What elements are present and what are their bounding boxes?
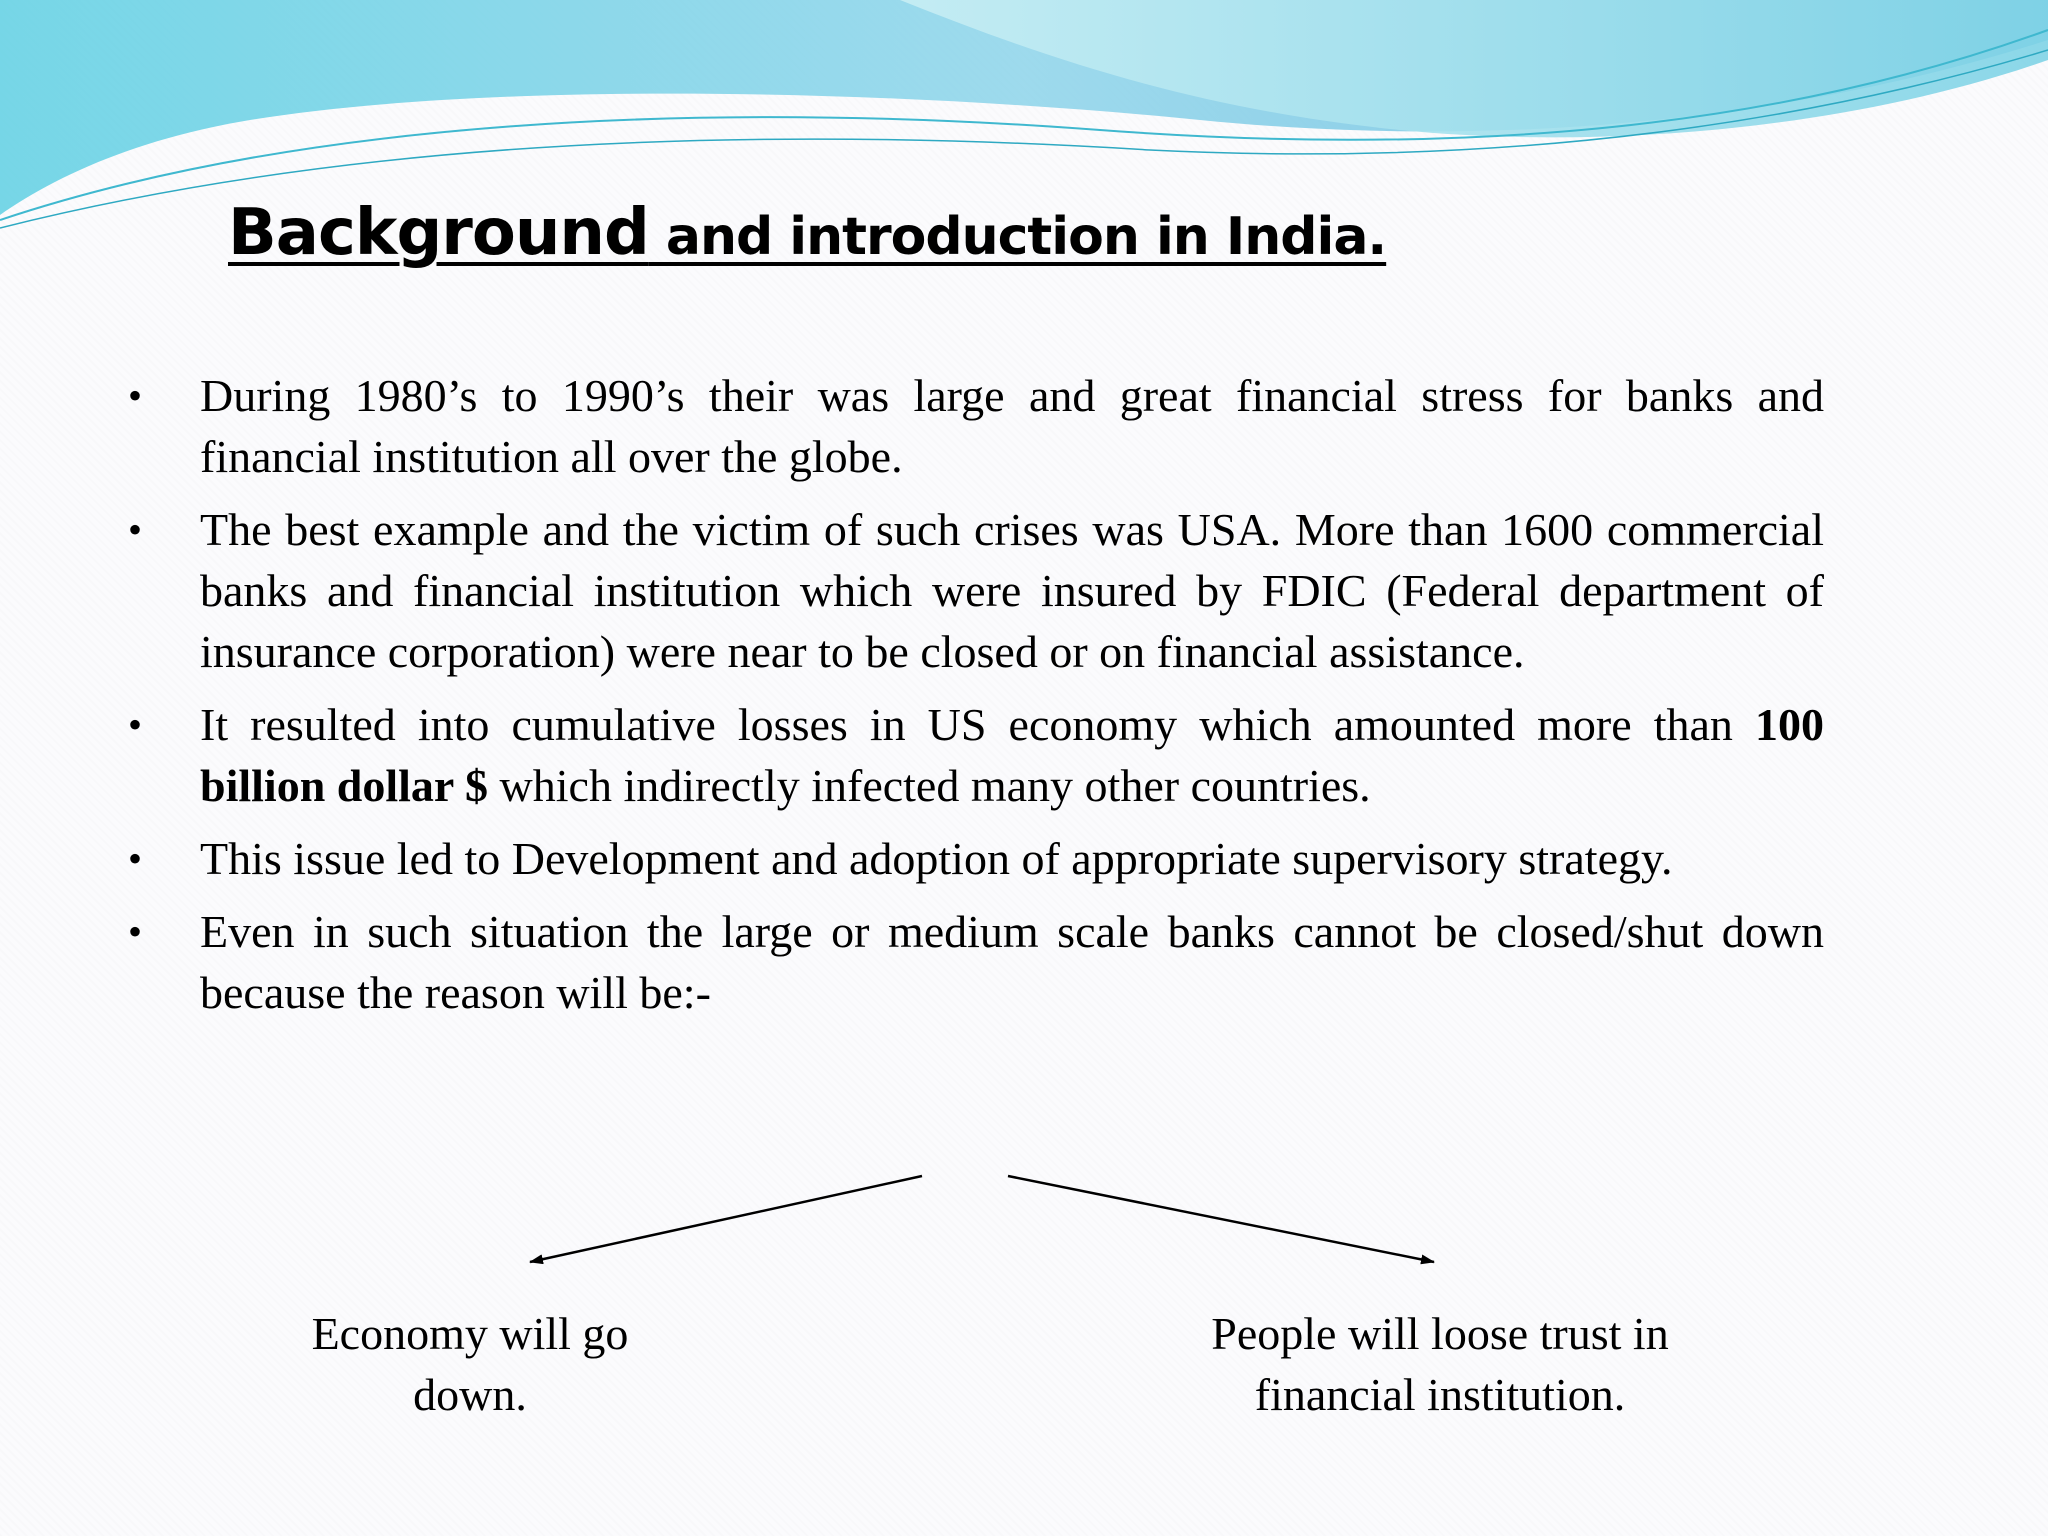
bullet-dot: • <box>127 507 142 552</box>
outcome-trust <box>1150 1303 1730 1425</box>
bullet-text-pre: It resulted into cumulative losses in US economy which amounted more than <box>200 699 1755 750</box>
bullet-text-post: which indirectly infected many other countries. <box>488 760 1371 811</box>
arrow-left <box>530 1176 922 1262</box>
arrow-right <box>1008 1176 1434 1262</box>
bullet-item <box>120 828 1824 889</box>
bullet-text-bold: 100 billion dollar $ <box>200 699 1824 811</box>
bullet-dot: • <box>127 909 142 954</box>
outcome-line: People will loose trust in <box>1211 1308 1669 1359</box>
title-rest: and introduction in India. <box>648 207 1387 267</box>
title-main: Background <box>228 196 649 270</box>
bullet-list <box>120 365 1824 1035</box>
slide-title <box>228 196 1386 270</box>
bullet-dot: • <box>127 373 142 418</box>
bullet-text: This issue led to Development and adoption of appropriate supervisory strategy. <box>200 833 1673 884</box>
bullet-item <box>120 901 1824 1023</box>
bullet-dot: • <box>127 702 142 747</box>
bullet-dot: • <box>127 836 142 881</box>
bullet-text: During 1980’s to 1990’s their was large and great financial stress for banks and financial institution all over the globe. <box>200 370 1824 482</box>
outcome-line: financial institution. <box>1254 1369 1626 1420</box>
bullet-item <box>120 694 1824 816</box>
bullet-text: The best example and the victim of such crises was USA. More than 1600 commercial banks and financial institution which were insured by FDIC (Federal department of insurance corporation) were near to be closed or on financial assistance. <box>200 504 1824 677</box>
bullet-text: Even in such situation the large or medium scale banks cannot be closed/shut down because the reason will be:- <box>200 906 1824 1018</box>
outcome-line: Economy will go <box>311 1308 629 1359</box>
bullet-item <box>120 499 1824 682</box>
outcome-economy <box>270 1303 670 1425</box>
outcome-line: down. <box>413 1369 527 1420</box>
bullet-item <box>120 365 1824 487</box>
